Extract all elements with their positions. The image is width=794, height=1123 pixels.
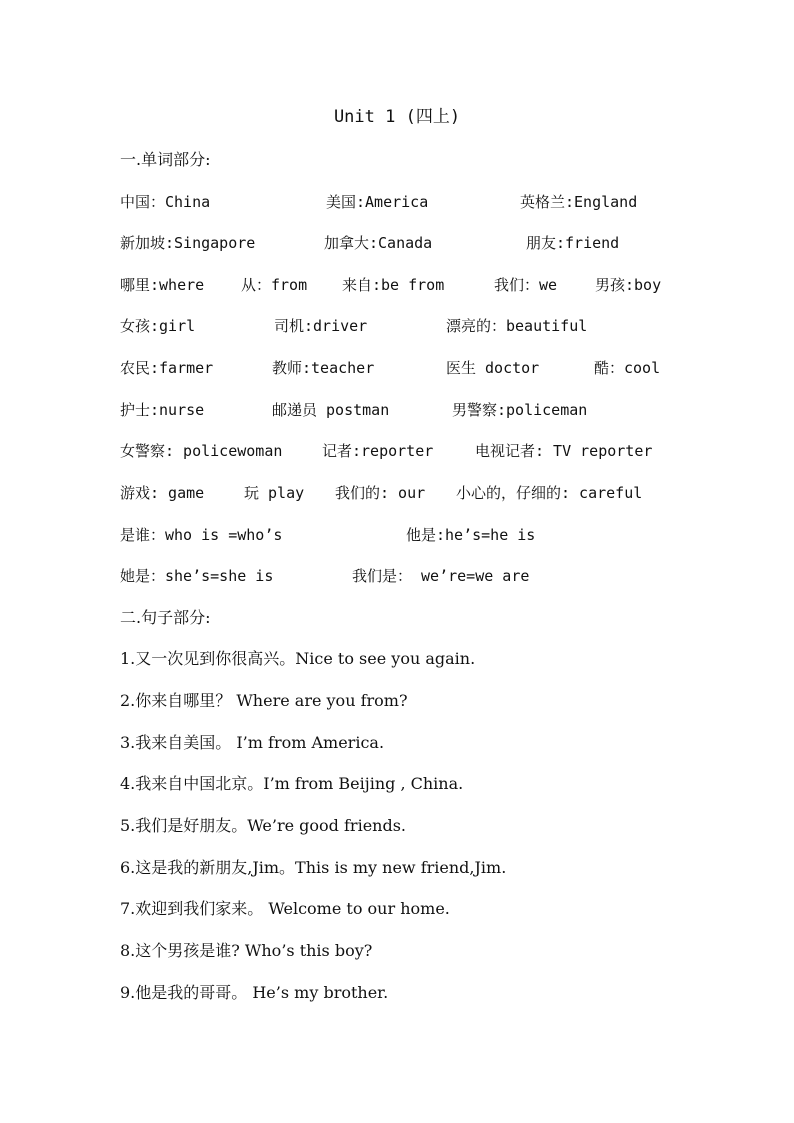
vocab-row-10 — [120, 562, 680, 590]
vocab-item: 农民:farmer — [120, 359, 214, 377]
vocab-item: 新加坡:Singapore — [120, 234, 256, 252]
vocab-item: 教师:teacher — [272, 359, 375, 377]
sentence-item: 2.你来自哪里？ Where are you from? — [120, 691, 408, 710]
vocab-item: 是谁：who is =who’s — [120, 526, 283, 544]
vocab-item: 医生 doctor — [446, 359, 540, 377]
vocab-item: 朋友:friend — [526, 234, 620, 252]
vocab-item: 电视记者: TV reporter — [475, 442, 653, 460]
sentence-item: 8.这个男孩是谁? Who’s this boy? — [120, 941, 373, 960]
sentence-item: 7.欢迎到我们家来。 Welcome to our home. — [120, 899, 450, 918]
vocab-item: 男警察:policeman — [452, 401, 588, 419]
vocab-item: 她是：she’s=she is — [120, 567, 274, 585]
sentence-item: 4.我来自中国北京。I’m from Beijing , China. — [120, 774, 464, 793]
vocab-item: 邮递员 postman — [272, 401, 390, 419]
vocab-row-7 — [120, 437, 680, 465]
vocab-item: 酷：cool — [594, 359, 661, 377]
sentence-item: 1.又一次见到你很高兴。Nice to see you again. — [120, 649, 476, 668]
vocab-row-4 — [120, 312, 680, 340]
vocab-item: 玩 play — [244, 484, 305, 502]
vocab-item: 护士:nurse — [120, 401, 205, 419]
vocab-item: 我们的: our — [335, 484, 426, 502]
sentence-item: 5.我们是好朋友。We’re good friends. — [120, 816, 407, 835]
page-title: Unit 1 (四上) — [333, 107, 461, 127]
vocab-row-9 — [120, 521, 680, 549]
vocab-row-6 — [120, 396, 680, 424]
vocab-row-2 — [120, 229, 680, 257]
vocab-item: 他是:he’s=he is — [406, 526, 536, 544]
section2-heading: 二.句子部分: — [120, 608, 211, 627]
vocab-item: 来自:be from — [342, 276, 445, 294]
section1-heading: 一.单词部分: — [120, 150, 211, 169]
vocab-item: 游戏: game — [120, 484, 205, 502]
vocab-item: 女孩:girl — [120, 317, 196, 335]
vocab-item: 加拿大:Canada — [324, 234, 433, 252]
vocab-row-1 — [120, 188, 680, 216]
vocab-item: 哪里:where — [120, 276, 205, 294]
vocab-item: 女警察: policewoman — [120, 442, 283, 460]
sentence-item: 6.这是我的新朋友,Jim。This is my new friend,Jim. — [120, 858, 507, 877]
vocab-item: 记者:reporter — [322, 442, 434, 460]
vocab-item: 中国：China — [120, 193, 211, 211]
vocab-item: 司机:driver — [274, 317, 368, 335]
vocab-item: 漂亮的：beautiful — [446, 317, 588, 335]
vocab-row-3 — [120, 271, 680, 299]
vocab-item: 男孩:boy — [595, 276, 662, 294]
vocab-item: 英格兰:England — [520, 193, 638, 211]
sentence-item: 3.我来自美国。 I’m from America. — [120, 733, 385, 752]
vocab-item: 从：from — [241, 276, 308, 294]
vocab-item: 美国:America — [326, 193, 429, 211]
vocab-item: 小心的，仔细的: careful — [456, 484, 643, 502]
vocab-item: 我们是： we’re=we are — [352, 567, 530, 585]
vocab-row-5 — [120, 354, 680, 382]
vocab-row-8 — [120, 479, 680, 507]
vocab-item: 我们：we — [494, 276, 558, 294]
sentence-item: 9.他是我的哥哥。 He’s my brother. — [120, 983, 389, 1002]
